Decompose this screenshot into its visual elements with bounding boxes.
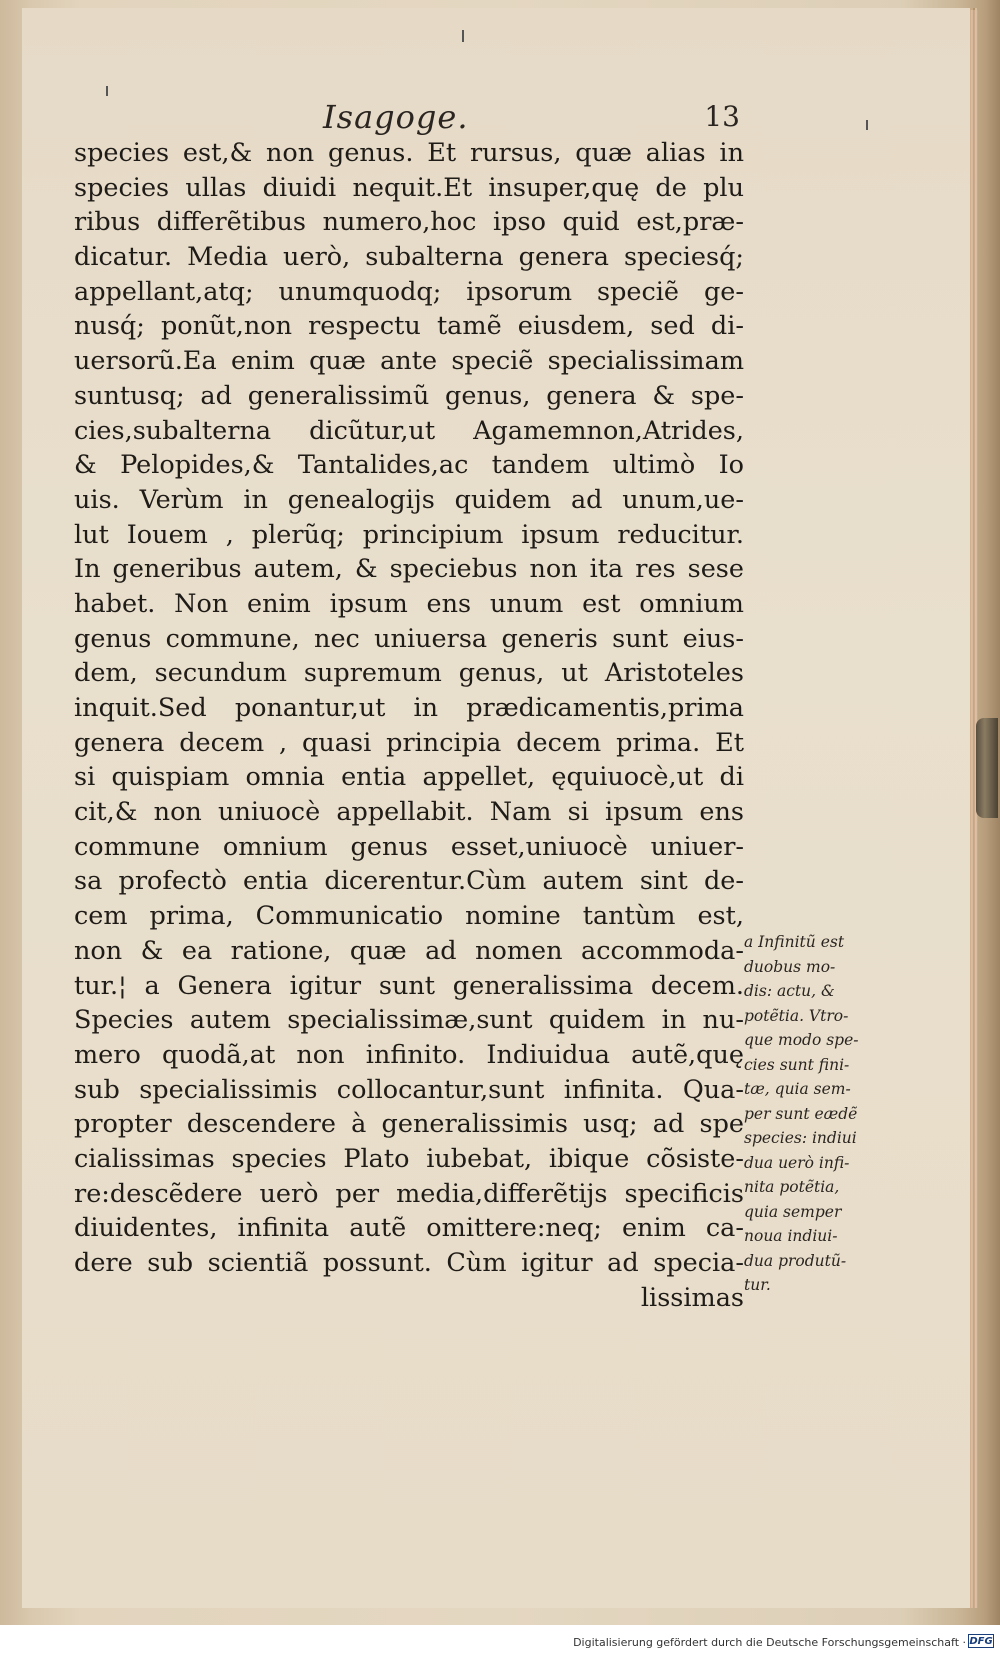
marginal-note-line: a Infinitũ est	[744, 933, 845, 951]
marginal-note-line: noua indiui-	[744, 1227, 838, 1245]
text-line: suntusq; ad generalissimũ genus, genera & spe-	[74, 380, 744, 411]
text-line: uis. Verùm in genealogijs quidem ad unum,ue-	[74, 484, 744, 515]
marginal-note-line: tæ, quia sem-	[744, 1080, 851, 1098]
text-line: & Pelopides,& Tantalides,ac tandem ultimò Io	[74, 450, 744, 481]
marginal-note	[744, 930, 884, 1298]
text-line: cit,& non uniuocè appellabit. Nam si ipsum ens	[74, 797, 744, 828]
digitization-credit: Digitalisierung gefördert durch die Deutsche Forschungsgemeinschaft ·	[573, 1636, 966, 1649]
text-line: species est,& non genus. Et rursus, quæ alias in	[74, 138, 744, 168]
marginal-note-line: duobus mo-	[744, 957, 836, 976]
marginal-note-line: tur.	[744, 1276, 771, 1294]
marginal-note-line: que modo spe-	[744, 1031, 859, 1049]
text-line: dicatur. Media uerò, subalterna genera speciesq́;	[74, 242, 744, 273]
catchword: lissimas	[640, 1282, 744, 1313]
text-line: species ullas diuidi nequit.Et insuper,quę de plu	[74, 172, 744, 203]
text-line: non & ea ratione, quæ ad nomen accommoda-	[74, 935, 744, 966]
text-line: cies,subalterna dicũtur,ut Agamemnon,Atrides,	[74, 415, 744, 446]
text-line: sa profectò entia dicerentur.Cùm autem sint de-	[74, 866, 744, 897]
text-line: commune omnium genus esset,uniuocè uniuer-	[74, 831, 744, 862]
text-line: genera decem , quasi principia decem prima. Et	[74, 727, 744, 758]
text-line: cialissimas species Plato iubebat, ibique cõsiste-	[74, 1143, 744, 1174]
text-line: si quispiam omnia entia appellet, ęquiuocè,ut di	[74, 762, 744, 793]
text-line: diuidentes, infinita autẽ omittere:neq; enim ca-	[74, 1213, 744, 1244]
marginal-note-line: dua uerò infi-	[744, 1153, 850, 1172]
marginal-note-line: species: indiui	[744, 1129, 857, 1147]
page-number: 13	[704, 100, 740, 133]
scan-mark	[462, 30, 464, 42]
text-line: dere sub scientiã possunt. Cùm igitur ad specia-	[74, 1248, 744, 1278]
scan-mark	[106, 86, 108, 96]
text-line: dem, secundum supremum genus, ut Aristoteles	[74, 658, 744, 689]
marginal-note-line: nita potẽtia,	[744, 1178, 840, 1196]
text-line: inquit.Sed ponantur,ut in prædicamentis,prima	[74, 693, 744, 723]
text-line: ribus differẽtibus numero,hoc ipso quid est,præ-	[74, 207, 744, 238]
book-clip	[976, 718, 998, 818]
text-line: re:descẽdere uerò per media,differẽtijs specificis	[74, 1178, 744, 1209]
text-line: nusq́; ponũt,non respectu tamẽ eiusdem, sed di-	[74, 311, 744, 342]
marginal-note-line: quia semper	[744, 1202, 842, 1221]
marginal-note-line: per sunt eædẽ	[744, 1104, 858, 1123]
text-line: tur.¦ a Genera igitur sunt generalissima decem.	[74, 970, 744, 1001]
marginal-note-line: cies sunt fini-	[744, 1055, 850, 1074]
text-line: cem prima, Communicatio nomine tantùm est,	[74, 901, 744, 932]
text-line: appellant,atq; unumquodq; ipsorum speciẽ ge-	[74, 276, 744, 307]
running-title: Isagoge.	[323, 98, 469, 136]
text-line: genus commune, nec uniuersa generis sunt eius-	[74, 623, 744, 654]
text-line: propter descendere à generalissimis usq; ad spe	[74, 1109, 744, 1140]
text-line: In generibus autem, & speciebus non ita res sese	[74, 554, 744, 585]
text-line: mero quodã,at non infinito. Indiuidua autẽ,quę	[74, 1039, 744, 1070]
text-line: uersorũ.Ea enim quæ ante speciẽ specialissimam	[74, 346, 744, 377]
main-text-block	[74, 136, 744, 1315]
text-line: lut Iouem , plerũq; principium ipsum reducitur.	[74, 519, 744, 550]
dfg-logo: DFG	[969, 1636, 993, 1647]
marginal-note-line: dis: actu, &	[744, 982, 835, 1000]
scan-mark	[866, 120, 868, 130]
marginal-note-line: potẽtia. Vtro-	[744, 1006, 849, 1025]
text-line: sub specialissimis collocantur,sunt infinita. Qua-	[74, 1074, 744, 1105]
marginal-note-line: dua produtũ-	[744, 1251, 847, 1270]
text-line: Species autem specialissimæ,sunt quidem in nu-	[74, 1005, 744, 1036]
text-line: habet. Non enim ipsum ens unum est omnium	[74, 588, 744, 619]
